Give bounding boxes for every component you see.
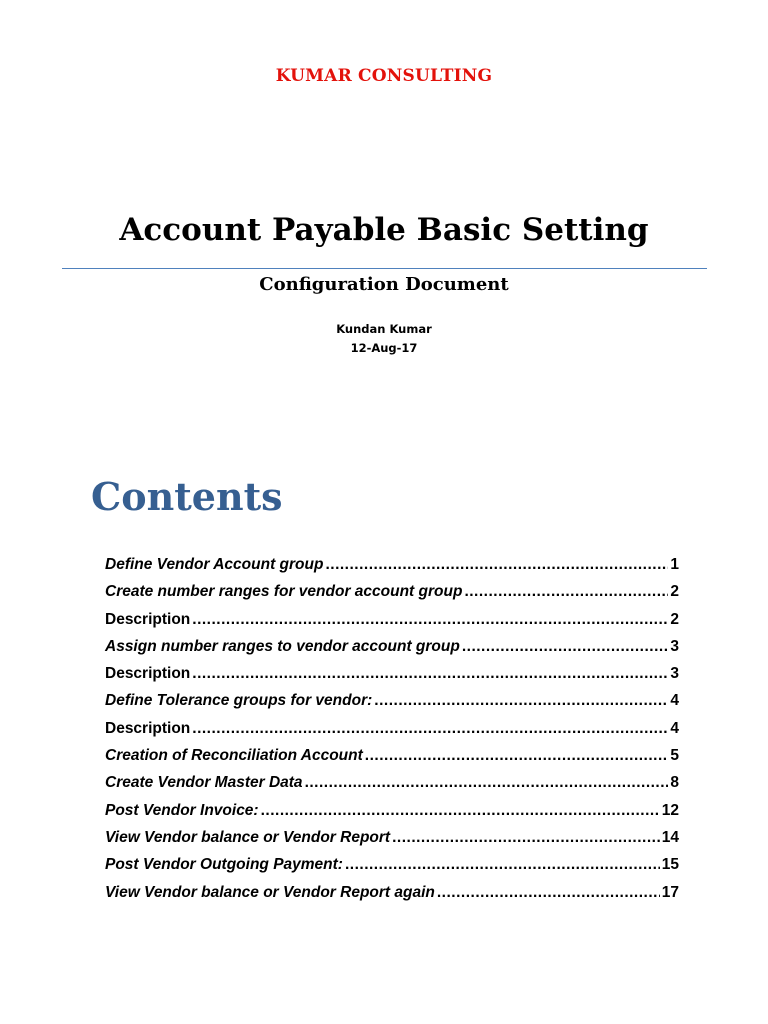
toc-entry[interactable] bbox=[105, 884, 679, 911]
toc-dot-leader bbox=[437, 884, 660, 902]
author-name: Kundan Kumar bbox=[336, 322, 432, 336]
toc-entry-page-number: 4 bbox=[670, 692, 679, 710]
toc-entry-label: Description bbox=[105, 610, 191, 628]
toc-dot-leader bbox=[365, 747, 669, 765]
document-title: Account Payable Basic Setting bbox=[119, 212, 649, 248]
toc-entry-label: Define Tolerance groups for vendor: bbox=[105, 692, 373, 710]
toc-dot-leader bbox=[464, 583, 668, 601]
toc-entry[interactable] bbox=[105, 665, 679, 692]
toc-entry[interactable] bbox=[105, 747, 679, 774]
toc-dot-leader bbox=[192, 611, 668, 629]
toc-entry-label: Description bbox=[105, 719, 191, 737]
toc-entry-page-number: 2 bbox=[670, 583, 679, 601]
company-name: KUMAR CONSULTING bbox=[275, 66, 493, 86]
toc-entry-page-number: 1 bbox=[670, 556, 679, 573]
contents-heading: Contents bbox=[91, 474, 283, 519]
toc-entry-page-number: 8 bbox=[670, 774, 679, 792]
toc-entry-page-number: 3 bbox=[670, 665, 679, 683]
toc-entry[interactable] bbox=[105, 611, 679, 638]
toc-entry-label: Post Vendor Invoice: bbox=[105, 801, 259, 819]
toc-entry-label: Create Vendor Master Data bbox=[105, 774, 303, 792]
toc-entry[interactable] bbox=[105, 720, 679, 747]
toc-entry-label: View Vendor balance or Vendor Report bbox=[105, 828, 391, 846]
toc-entry-page-number: 5 bbox=[670, 747, 679, 765]
toc-dot-leader bbox=[462, 638, 669, 656]
toc-entry-page-number: 15 bbox=[661, 856, 679, 874]
toc-entry-page-number: 12 bbox=[661, 801, 679, 819]
toc-entry[interactable] bbox=[105, 774, 679, 801]
toc-entry[interactable] bbox=[105, 829, 679, 856]
toc-entry[interactable] bbox=[105, 692, 679, 719]
title-divider bbox=[62, 268, 707, 269]
toc-dot-leader bbox=[192, 665, 668, 683]
toc-dot-leader bbox=[374, 692, 668, 710]
document-subtitle: Configuration Document bbox=[259, 274, 509, 295]
toc-dot-leader bbox=[192, 720, 668, 738]
toc-entry-label: Assign number ranges to vendor account group bbox=[105, 637, 460, 655]
toc-entry[interactable] bbox=[105, 638, 679, 665]
toc-entry[interactable] bbox=[105, 556, 679, 583]
table-of-contents bbox=[105, 556, 679, 911]
toc-entry-label: Define Vendor Account group bbox=[105, 556, 324, 573]
document-date: 12-Aug-17 bbox=[350, 341, 418, 355]
toc-entry-page-number: 4 bbox=[670, 719, 679, 737]
toc-dot-leader bbox=[345, 856, 660, 874]
toc-entry-label: Post Vendor Outgoing Payment: bbox=[105, 856, 343, 874]
toc-entry-page-number: 14 bbox=[661, 828, 679, 846]
toc-entry[interactable] bbox=[105, 856, 679, 883]
toc-entry-page-number: 17 bbox=[661, 883, 679, 901]
toc-dot-leader bbox=[261, 802, 660, 820]
toc-entry-page-number: 2 bbox=[670, 610, 679, 628]
toc-entry[interactable] bbox=[105, 583, 679, 610]
toc-entry-label: View Vendor balance or Vendor Report again bbox=[105, 883, 435, 901]
toc-entry-label: Description bbox=[105, 665, 191, 683]
toc-entry-label: Create number ranges for vendor account group bbox=[105, 583, 463, 601]
toc-dot-leader bbox=[325, 556, 668, 574]
toc-dot-leader bbox=[305, 774, 669, 792]
toc-entry-page-number: 3 bbox=[670, 637, 679, 655]
toc-entry[interactable] bbox=[105, 802, 679, 829]
toc-entry-label: Creation of Reconciliation Account bbox=[105, 747, 363, 765]
toc-dot-leader bbox=[392, 829, 660, 847]
